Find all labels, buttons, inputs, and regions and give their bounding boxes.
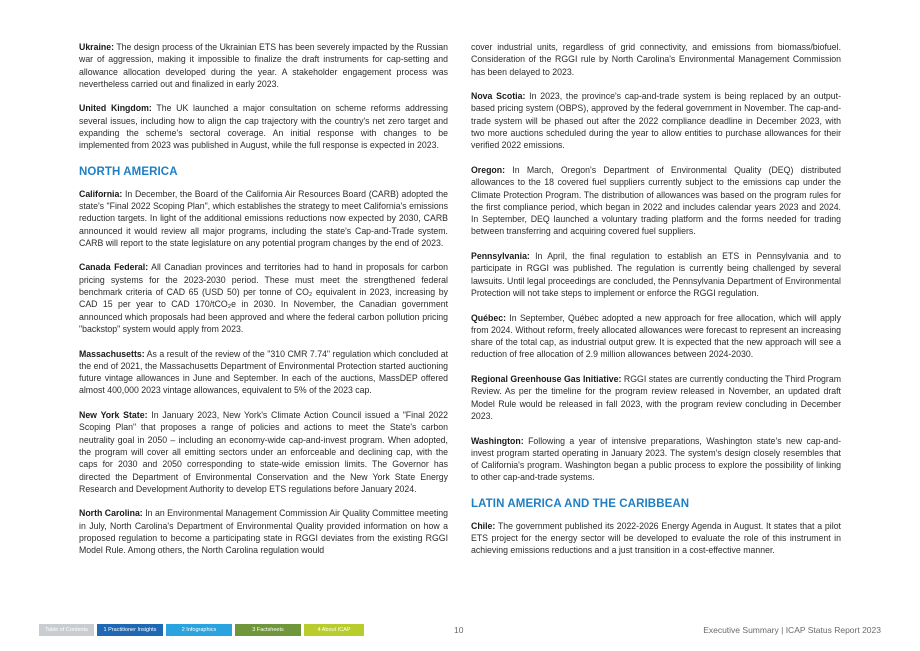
paragraph-text: As a result of the review of the "310 CMR 7.74" regulation which concluded at the end of 2021, the Massachusetts Department of Environmental Protection started auctioning future vintage allowances in June and September. In each of the auctions, MassDEP offered almost 400,000 2023 vintage allowances, equivalent to 5% of the 2023 cap. — [79, 348, 448, 396]
right-column — [471, 41, 841, 569]
paragraph-rggi — [471, 373, 841, 422]
paragraph-united-kingdom — [79, 102, 448, 151]
paragraph-text: In April, the final regulation to establish an ETS in Pennsylvania and to participate in RGGI was published. The regulation is currently being challenged by several lawsuits. Until legal proceedings are concluded, the Pennsylvania Department of Environmental Protection will not take steps to implement or enforce the RGGI regulation. — [471, 251, 841, 298]
paragraph-text: In 2023, the province's cap-and-trade system is being replaced by an output-based pricing system (OBPS), approved by the federal government in November. The cap-and-trade system will be phased out after the 2022 compliance deadline in December 2023, with two more auctions scheduled during the year to allow entities to purchase allowances for their verified 2022 emissions. — [471, 91, 841, 151]
paragraph-north-carolina — [79, 507, 448, 556]
paragraph-label: Québec: — [471, 312, 507, 323]
nav-tab-about-icap[interactable]: 4 About ICAP — [304, 624, 364, 636]
paragraph-label: Canada Federal: — [79, 262, 149, 273]
running-title: Executive Summary | ICAP Status Report 2023 — [703, 625, 881, 635]
paragraph-text: The UK launched a major consultation on scheme reforms addressing several issues, including how to align the cap trajectory with the country's net zero target and expanding the scheme's sectoral coverage. An initial response with changes to be implemented from 2023 was published in August, while the full response is expected in 2023. — [79, 103, 448, 151]
paragraph-massachusetts — [79, 348, 448, 397]
paragraph-label: North Carolina: — [79, 508, 143, 519]
paragraph-text: In January 2023, New York's Climate Action Council issued a "Final 2022 Scoping Plan" that proposes a range of policies and actions to meet the State's carbon neutrality goal in 2050 – including an economy-wide cap-and-invest program. When adopted, the program will cover all emitting sectors under an enforceable and declining cap, with the caps for 2030 and 2050 corresponding to state-wide emission limits. The Governor has directed the Department of Environmental Conservation and the New York State Energy Research and Development Authority to develop ETS regulations before January 2024. — [79, 410, 449, 494]
paragraph-pennsylvania — [471, 250, 841, 299]
paragraph-canada-federal — [79, 261, 448, 335]
paragraph-new-york-state — [79, 409, 448, 495]
paragraph-text: In December, the Board of the California Air Resources Board (CARB) adopted the state's "Final 2022 Scoping Plan", which establishes the strategy to meet California's emissions reduction targets. In light of the additional emissions reductions now expected by 2030, CARB announced it would review all major programs, including the state's Cap-and-Trade system. CARB will report to the state legislature on any potential program changes by the end of 2023. — [79, 188, 448, 248]
page-footer — [0, 624, 920, 638]
paragraph-label: United Kingdom: — [79, 103, 152, 114]
nav-tab-practitioner-insights[interactable]: 1 Practitioner Insights — [97, 624, 163, 636]
paragraph-label: Ukraine: — [79, 42, 115, 52]
paragraph-label: Massachusetts: — [79, 348, 145, 359]
paragraph-chile — [471, 520, 841, 557]
paragraph-ukraine — [79, 41, 448, 90]
paragraph-washington — [471, 435, 841, 484]
paragraph-text: RGGI states are currently conducting the Third Program Review. As per the timeline for the program review released in November, an updated draft Model Rule would be released in fall 2023, with the program review concluding in December 2023. — [471, 374, 841, 421]
paragraph-text: In March, Oregon's Department of Environmental Quality (DEQ) distributed allowances to the 18 covered fuel suppliers currently subject to the emissions cap under the Climate Protection Program. The distribution of allowances was based on the program rules for the first compliance period, which began in 2022 and includes calendar years 2023 and 2024. In September, DEQ launched a voluntary trading platform and the forms needed for trading between transferring and acquiring covered fuel suppliers. — [471, 164, 841, 237]
paragraph-label: Oregon: — [471, 164, 506, 175]
paragraph-nova-scotia — [471, 90, 841, 151]
page-number: 10 — [454, 625, 464, 635]
paragraph-north-carolina-continued: cover industrial units, regardless of grid connectivity, and emissions from biomass/biofuel. Consideration of the RGGI rule by North Carolina's Environmental Management Commission has been delayed to 2023. — [471, 42, 841, 77]
paragraph-text: All Canadian provinces and territories had to hand in proposals for carbon pricing systems for the 2023-2030 period. These must meet the strengthened federal benchmark criteria of CAD 65 (USD 50) per tonne of CO₂ equivalent in 2023, increasing by CAD 15 per year to CAD 170/tCO₂e in 2030. In November, the Canadian government announced which proposals had been approved and where the federal carbon pollution pricing "backstop" system would apply from 2023. — [79, 262, 449, 334]
paragraph-text: The design process of the Ukrainian ETS has been severely impacted by the Russian war of aggression, making it impossible to finalize the draft instruments for cap-setting and allowance allocation developed during the year. A stakeholder engagement process was nevertheless carried out and finalized in early 2023. — [79, 42, 448, 89]
nav-tab-factsheets[interactable]: 3 Factsheets — [235, 624, 301, 636]
paragraph-label: New York State: — [79, 410, 148, 421]
paragraph-text: Following a year of intensive preparations, Washington state's new cap-and-invest program started operating in January 2023. The system's design closely resembles that of California's program. Washington began a public process to explore the possibility of linking to other cap-and-trade systems. — [471, 435, 841, 483]
nav-tab-infographics[interactable]: 2 Infographics — [166, 624, 232, 636]
paragraph-text: The government published its 2022-2026 Energy Agenda in August. It states that a pilot ETS project for the energy sector will be developed to evaluate the role of this instrument in achieving emissions reductions and a just transition in a cost-effective manner. — [471, 520, 841, 556]
left-column — [79, 41, 448, 569]
nav-tab-table-of-contents[interactable]: Table of Contents — [39, 624, 94, 636]
paragraph-text: In September, Québec adopted a new approach for free allocation, which will apply from 2024. Without reform, freely allocated allowances were forecast to represent an increasing share of the total cap, as industrial output grew. It is expected that the new approach will see a reduction of free allocation of 2.9 million allowances between 2024-2030. — [471, 312, 841, 360]
footer-navigation — [39, 624, 364, 636]
section-heading-north-america: NORTH AMERICA — [79, 165, 178, 178]
paragraph-california — [79, 188, 448, 249]
paragraph-label: Nova Scotia: — [471, 91, 526, 102]
paragraph-oregon — [471, 164, 841, 238]
paragraph-label: Chile: — [471, 520, 496, 531]
paragraph-quebec — [471, 312, 841, 361]
paragraph-label: Regional Greenhouse Gas Initiative: — [471, 374, 622, 385]
paragraph-label: California: — [79, 188, 123, 199]
paragraph-label: Washington: — [471, 435, 524, 446]
paragraph-text: In an Environmental Management Commission Air Quality Committee meeting in July, North Carolina's Department of Environmental Quality provided information on how a proposed regulation to become a participating state in RGGI deviates from the existing RGGI Model Rule. Among others, the North Carolina regulation would — [79, 508, 449, 556]
paragraph-label: Pennsylvania: — [471, 251, 530, 262]
section-heading-latin-america: LATIN AMERICA AND THE CARIBBEAN — [471, 497, 690, 510]
